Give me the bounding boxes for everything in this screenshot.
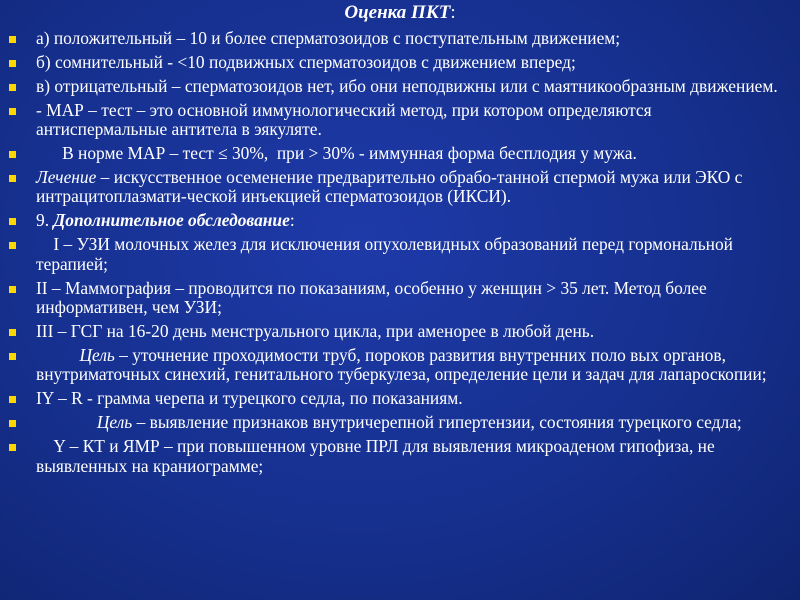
item-text: I – УЗИ молочных желез для исключения опухолевидных образований перед гормональной терапией;: [36, 234, 738, 274]
item-prefix: [36, 345, 79, 365]
square-bullet-icon: [9, 84, 16, 91]
square-bullet-icon: [9, 60, 16, 67]
item-lead: Цель: [96, 412, 133, 433]
square-bullet-icon: [9, 396, 16, 403]
list-item: [0, 322, 800, 342]
list-item: [0, 235, 800, 274]
list-item: [0, 77, 800, 97]
square-bullet-icon: [9, 420, 16, 427]
item-text: III – ГСГ на 16-20 день менструального цикла, при аменорее в любой день.: [36, 321, 595, 342]
item-lead: Цель: [79, 344, 115, 365]
square-bullet-icon: [9, 108, 16, 115]
list-item: [0, 413, 800, 433]
list-item: [0, 346, 800, 385]
item-prefix: [36, 412, 97, 432]
title-colon: :: [450, 2, 456, 23]
list-item: [0, 168, 800, 207]
item-lead: Лечение: [36, 166, 97, 187]
square-bullet-icon: [9, 444, 16, 451]
item-text: В норме МАР – тест ≤ 30%, при > 30% - иммунная форма бесплодия у мужа.: [36, 143, 637, 164]
item-text: - МАР – тест – это основной иммунологический метод, при котором определяются антиспермальные антитела в эякуляте.: [36, 99, 652, 140]
list-item: [0, 53, 800, 73]
square-bullet-icon: [9, 242, 16, 249]
item-text: – уточнение проходимости труб, пороков развития внутренних поло вых органов, внутриматочных синехий, генитального туберкулеза, определение цели и задач для лапароскопии;: [36, 344, 767, 385]
list-item: [0, 279, 800, 318]
item-text: б) сомнительный - <10 подвижных сперматозоидов с движением вперед;: [36, 51, 576, 72]
item-lead: Дополнительное обследование: [53, 210, 290, 231]
square-bullet-icon: [9, 353, 16, 360]
item-text: :: [289, 210, 295, 231]
square-bullet-icon: [9, 329, 16, 336]
list-item: [0, 144, 800, 164]
slide-title: [0, 1, 800, 25]
item-text: а) положительный – 10 и более сперматозоидов с поступательным движением;: [36, 28, 621, 48]
item-prefix: 9.: [36, 210, 54, 231]
title-text: Оценка ПКТ: [344, 2, 451, 23]
square-bullet-icon: [9, 286, 16, 293]
item-text: IY – R - грамма черепа и турецкого седла, по показаниям.: [36, 388, 463, 409]
list-item: [0, 211, 800, 231]
list-item: [0, 101, 800, 140]
item-text: II – Маммография – проводится по показаниям, особенно у женщин > 35 лет. Метод более информативен, чем УЗИ;: [36, 277, 707, 318]
list-item: [0, 437, 800, 476]
item-text: – искусственное осеменение предварительно обрабо-танной спермой мужа или ЭКО с интрацитоплазмати-ческой инъекцией сперматозоидов (ИКСИ).: [36, 166, 743, 207]
item-text: – выявление признаков внутричерепной гипертензии, состояния турецкого седла;: [132, 412, 742, 433]
square-bullet-icon: [9, 218, 16, 225]
square-bullet-icon: [9, 175, 16, 182]
list-item: [0, 29, 800, 49]
square-bullet-icon: [9, 36, 16, 43]
bullet-list: [0, 29, 800, 480]
item-text: в) отрицательный – сперматозоидов нет, ибо они неподвижны или с маятникообразным движением.: [36, 75, 778, 96]
item-text: Y – КТ и ЯМР – при повышенном уровне ПРЛ для выявления микроаденом гипофиза, не выявленных на краниограмме;: [36, 436, 720, 476]
square-bullet-icon: [9, 151, 16, 158]
list-item: [0, 389, 800, 409]
